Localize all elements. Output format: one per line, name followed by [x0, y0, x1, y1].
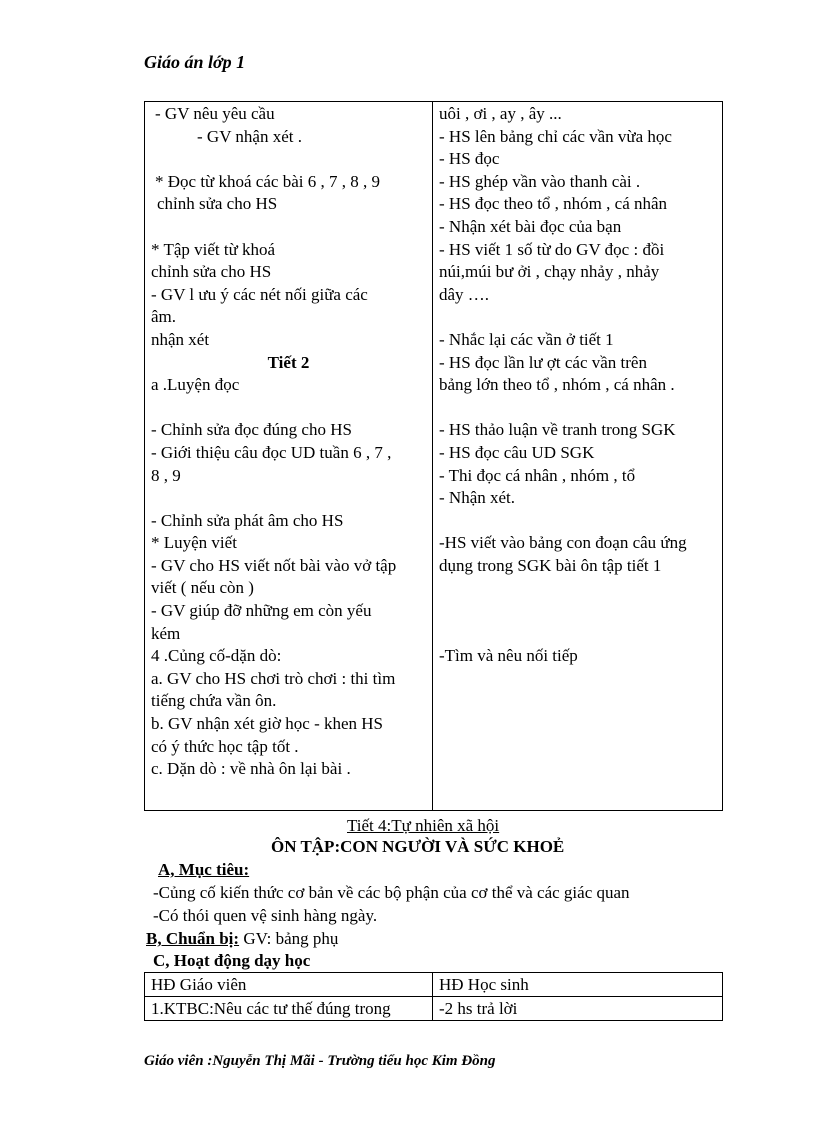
text-line: - HS đọc theo tổ , nhóm , cá nhân [439, 194, 668, 214]
text-line: - HS lên bảng chỉ các vần vừa học [439, 126, 672, 146]
period-heading: Tiết 2 [267, 352, 310, 372]
text-line: viết ( nếu còn ) [151, 578, 254, 598]
page-header-title: Giáo án lớp 1 [144, 52, 246, 72]
text-line: nhận xét [151, 329, 210, 349]
text-line: uôi , ơi , ay , ây ... [439, 104, 562, 123]
text-line: - GV l ưu ý các nét nối giữa các [151, 284, 368, 304]
text-line: bảng lớn theo tổ , nhóm , cá nhân . [439, 375, 675, 395]
text-line: - HS viết 1 số từ do GV đọc : đồi [439, 239, 665, 259]
text-line: - HS ghép vần vào thanh cài . [439, 171, 641, 191]
goal-item: -Có thói quen vệ sinh hàng ngày. [153, 906, 378, 925]
student-activity-column [433, 102, 723, 811]
text-line: - GV cho HS viết nốt bài vào vở tập [151, 555, 397, 575]
text-line: chỉnh sửa cho HS [157, 194, 278, 214]
text-line: - Chỉnh sửa phát âm cho HS [151, 510, 344, 530]
text-line: tiếng chứa vần ôn. [151, 691, 277, 711]
text-line: - Nhắc lại các vần ở tiết 1 [439, 329, 614, 349]
text-line: - Nhận xét bài đọc của bạn [439, 216, 622, 236]
text-line: dụng trong SGK bài ôn tập tiết 1 [439, 555, 662, 575]
goal-item: -Củng cố kiến thức cơ bản về các bộ phận của cơ thể và các giác quan [153, 883, 630, 902]
table-cell: -2 hs trả lời [433, 997, 723, 1021]
header-cell-student: HĐ Học sinh [433, 973, 723, 997]
text-line: - GV nêu yêu cầu [155, 104, 275, 123]
text-line: - HS đọc câu UD SGK [439, 442, 595, 462]
text-line: - Thi đọc cá nhân , nhóm , tổ [439, 465, 636, 485]
teacher-activity-column [145, 102, 433, 811]
text-line: -Tìm và nêu nối tiếp [439, 646, 578, 666]
text-line: 4 .Củng cố-dặn dò: [151, 646, 282, 666]
text-line: - HS đọc [439, 149, 500, 169]
lesson-subject: Tiết 4:Tự nhiên xã hội [347, 816, 500, 835]
lesson-title: ÔN TẬP:CON NGƯỜI VÀ SỨC KHOẺ [271, 837, 565, 856]
text-line: * Luyện viết [151, 533, 237, 553]
text-line: âm. [151, 307, 177, 327]
text-line: * Tập viết từ khoá [151, 239, 276, 259]
preparation-heading: B, Chuẩn bị: [146, 929, 240, 948]
text-line: * Đọc từ khoá các bài 6 , 7 , 8 , 9 [155, 171, 380, 191]
teaching-activities-table [144, 972, 723, 1021]
text-line: - Giới thiệu câu đọc UD tuần 6 , 7 , [151, 442, 392, 462]
text-line: - HS đọc lần lư ợt các vần trên [439, 352, 647, 372]
text-line: chỉnh sửa cho HS [151, 262, 272, 282]
text-line: c. Dặn dò : về nhà ôn lại bài . [151, 759, 351, 779]
text-line: b. GV nhận xét giờ học - khen HS [151, 714, 384, 734]
activities-heading: C, Hoạt động dạy học [153, 951, 311, 970]
text-line: có ý thức học tập tốt . [151, 736, 299, 756]
text-line: -HS viết vào bảng con đoạn câu ứng [439, 533, 687, 553]
text-line: a. GV cho HS chơi trò chơi : thi tìm [151, 668, 396, 688]
header-cell-teacher: HĐ Giáo viên [145, 973, 433, 997]
text-line: a .Luyện đọc [151, 375, 240, 395]
page-footer: Giáo viên :Nguyễn Thị Mãi - Trường tiểu học Kim Đồng [144, 1053, 496, 1069]
text-line: 8 , 9 [151, 465, 181, 485]
text-line: kém [151, 623, 181, 643]
text-line: - Chỉnh sửa đọc đúng cho HS [151, 420, 352, 440]
preparation-text: GV: bảng phụ [243, 929, 339, 948]
text-line: núi,múi bư ởi , chạy nhảy , nhảy [439, 262, 660, 282]
preparation-line [146, 929, 338, 949]
goals-heading: A, Mục tiêu: [158, 860, 250, 879]
text-line: dây …. [439, 284, 490, 304]
lesson-activity-table [144, 101, 723, 811]
table-cell: 1.KTBC:Nêu các tư thế đúng trong [145, 997, 433, 1021]
text-line: - GV giúp đỡ những em còn yếu [151, 601, 372, 621]
text-line: - Nhận xét. [439, 488, 516, 508]
text-line: - GV nhận xét . [197, 126, 302, 146]
text-line: - HS thảo luận về tranh trong SGK [439, 420, 676, 440]
